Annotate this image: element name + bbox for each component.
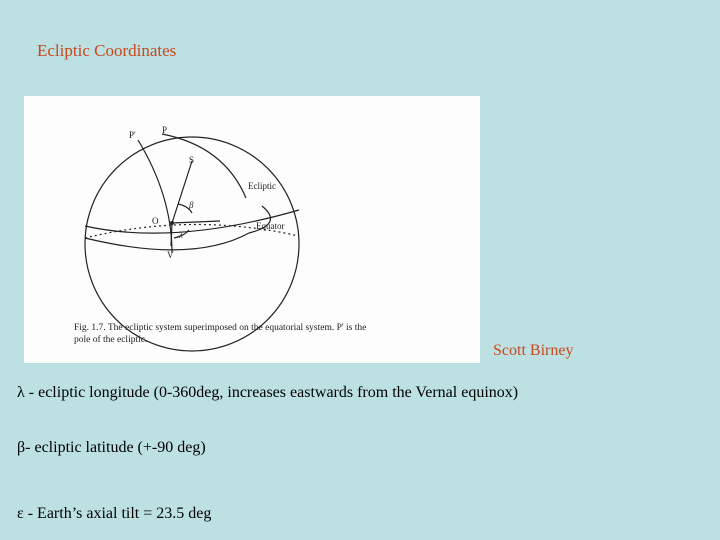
lambda-symbol: λ: [17, 384, 25, 401]
label-beta: β: [189, 200, 194, 210]
pole-arc: [162, 134, 246, 198]
epsilon-symbol: ε: [17, 505, 24, 522]
bullet-beta: [17, 437, 206, 458]
origin-point: [170, 221, 174, 225]
label-o: O: [152, 216, 159, 226]
label-p: P: [162, 125, 168, 135]
label-p-prime: P': [129, 130, 136, 140]
label-lambda: λ: [179, 230, 183, 240]
slide-title: Ecliptic Coordinates: [37, 41, 177, 60]
sphere-outline: [85, 137, 299, 351]
celestial-sphere-figure: [24, 96, 480, 363]
meridian-arc: [138, 140, 172, 253]
bullet-epsilon: [17, 503, 211, 524]
line-o-ecliptic: [172, 221, 220, 223]
equator-front: [85, 233, 249, 250]
bullet-epsilon-text: - Earth’s axial tilt = 23.5 deg: [23, 505, 212, 522]
label-v: V: [167, 250, 174, 260]
figure-caption-line1: Fig. 1.7. The ecliptic system superimposed on the equatorial system. P' is the: [74, 323, 367, 333]
celestial-sphere-diagram: [24, 96, 480, 363]
label-ecliptic: Ecliptic: [248, 181, 276, 191]
beta-symbol: β: [17, 439, 26, 456]
label-s: S: [189, 155, 195, 165]
label-equator: Equator: [256, 221, 285, 231]
line-o-s: [172, 161, 192, 223]
author-name: Scott Birney: [493, 342, 574, 359]
bullet-lambda: [17, 382, 537, 403]
bullet-beta-text: - ecliptic latitude (+-90 deg): [25, 439, 206, 456]
bullet-lambda-text: - ecliptic longitude (0-360deg, increases eastwards from the Vernal equinox): [24, 384, 519, 401]
figure-caption-line2: pole of the ecliptic.: [74, 335, 148, 345]
